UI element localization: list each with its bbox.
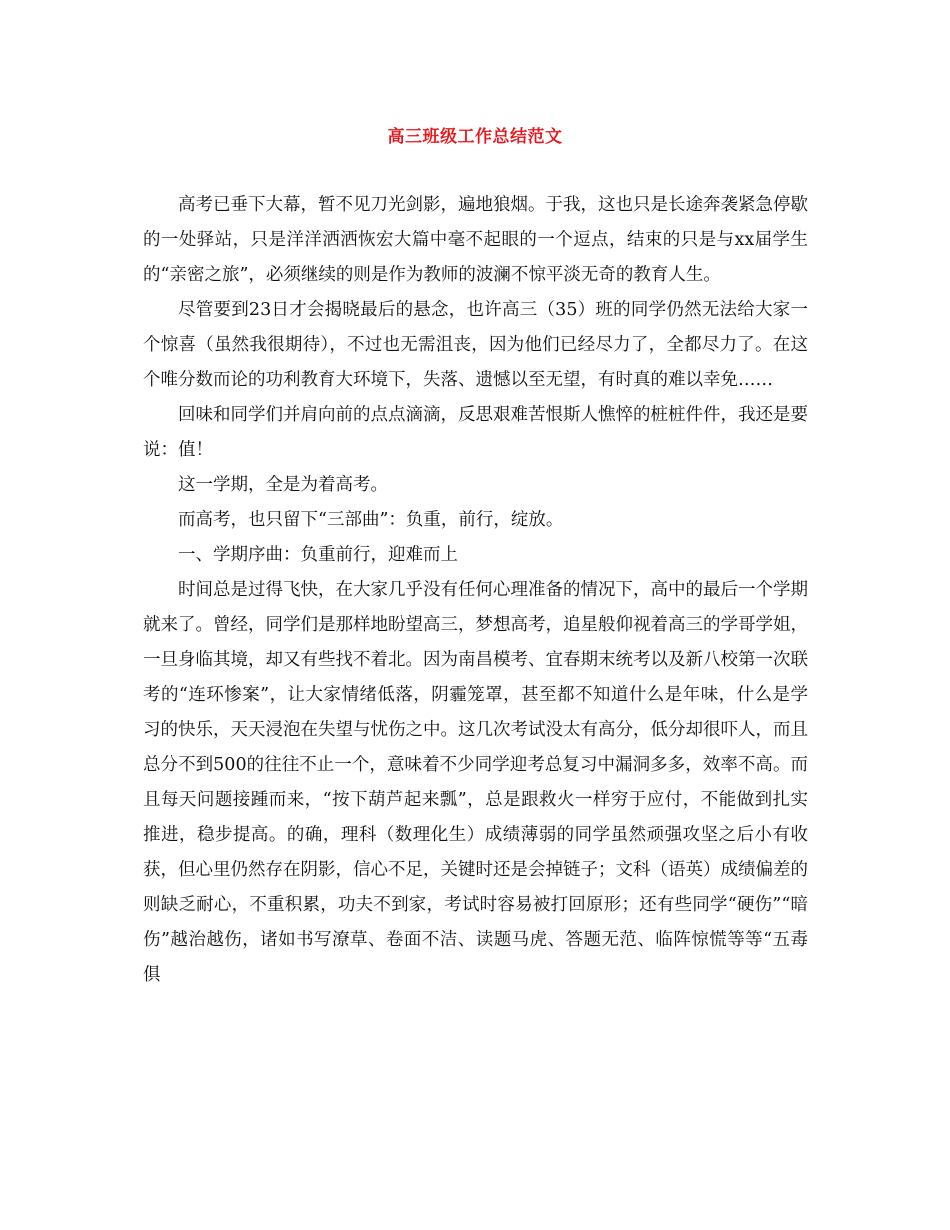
paragraph-1: 高考已垂下大幕，暂不见刀光剑影，遍地狼烟。于我，这也只是长途奔袭紧急停歇的一处驿站，只是洋洋洒洒恢宏大篇中毫不起眼的一个逗点，结束的只是与xx届学生的“亲密之旅”，必须继续的则是作为教师的波澜不惊平淡无奇的教育人生。 xyxy=(143,195,808,285)
paragraph-4: 这一学期，全是为着高考。 xyxy=(178,475,388,495)
paragraph-7: 时间总是过得飞快，在大家几乎没有任何心理准备的情况下，高中的最后一个学期就来了。曾经，同学们是那样地盼望高三，梦想高考，追星般仰视着高三的学哥学姐，一旦身临其境，却又有些找不着北。因为南昌模考、宜春期末统考以及新八校第一次联考的“连环惨案”，让大家情绪低落，阴霾笼罩，甚至都不知道什么是年味，什么是学习的快乐，天天浸泡在失望与忧伤之中。这几次考试没太有高分，低分却很吓人，而且总分不到500的往往不止一个，意味着不少同学迎考总复习中漏洞多多，效率不高。而且每天问题接踵而来，“按下葫芦起来瓢”，总是跟救火一样穷于应付，不能做到扎实推进，稳步提高。的确，理科（数理化生）成绩薄弱的同学虽然顽强攻坚之后小有收获，但心里仍然存在阴影，信心不足，关键时还是会掉链子；文科（语英）成绩偏差的则缺乏耐心，不重积累，功夫不到家，考试时容易被打回原形；还有些同学“硬伤”“暗伤”越治越伤，诸如书写潦草、卷面不洁、读题马虎、答题无范、临阵惊慌等等“五毒俱 xyxy=(143,580,808,985)
paragraph-5: 而高考，也只留下“三部曲”：负重，前行，绽放。 xyxy=(178,510,564,530)
document-body xyxy=(143,188,808,993)
section-heading: 一、学期序曲：负重前行，迎难而上 xyxy=(178,545,458,565)
document-title: 高三班级工作总结范文 xyxy=(387,127,563,147)
paragraph-2: 尽管要到23日才会揭晓最后的悬念，也许高三（35）班的同学仍然无法给大家一个惊喜（虽然我很期待），不过也无需沮丧，因为他们已经尽力了，全都尽力了。在这个唯分数而论的功利教育大环境下，失落、遗憾以至无望，有时真的难以幸免…… xyxy=(143,300,808,390)
paragraph-3: 回味和同学们并肩向前的点点滴滴，反思艰难苦恨斯人憔悴的桩桩件件，我还是要说：值！ xyxy=(143,405,808,460)
